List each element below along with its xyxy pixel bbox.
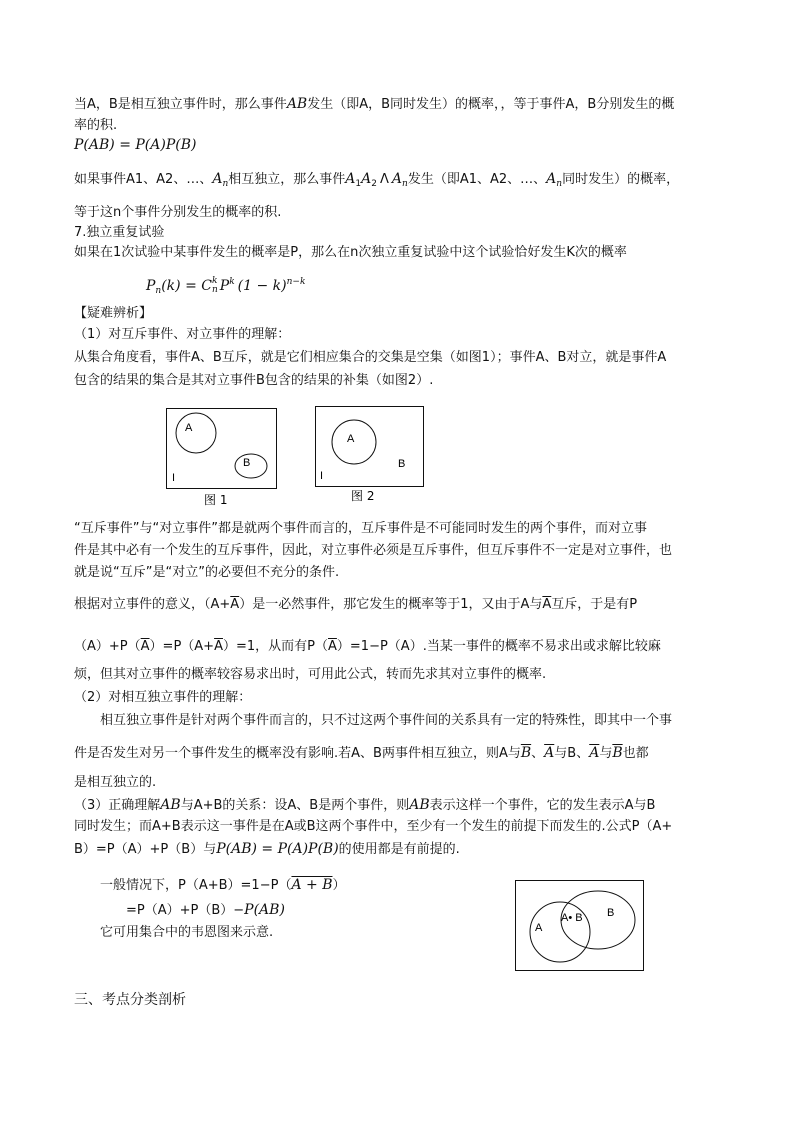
venn-figure-2 (310, 404, 430, 508)
subsection-heading: （1）对互斥事件、对立事件的理解： (74, 327, 291, 342)
para-line: 如果在1次试验中某事件发生的概率是P，那么在n次独立重复试验中这个试验恰好发生K次的概率 (74, 245, 627, 260)
label-a: A (347, 433, 355, 445)
label-a: A (185, 422, 193, 434)
para-independent-pairs: 件是否发生对另一个事件发生的概率没有影响.若A、B两事件相互独立，则A与$\overline{B}$、$\overline{A}$与B、$\overline{A}$与$\overline{B}$也都 (74, 745, 649, 761)
para-line: 同时发生；而A+B表示这一事件是在A或B这两个事件中，至少有一个发生的前提下而发生的.公式P（A+ (74, 819, 673, 834)
label-i: I (172, 472, 176, 484)
para-independent-intro: 当A，B是相互独立事件时，那么事件AB发生（即A，B同时发生）的概率，，等于事件A，B分别发生的概 (74, 96, 675, 112)
formula-general-1: 一般情况下，P（A+B）=1−P（A + B） (100, 877, 346, 893)
para-line: 烦，但其对立事件的概率较容易求出时，可用此公式，转而先求其对立事件的概率. (74, 667, 547, 682)
section-heading: 三、考点分类剖析 (74, 992, 186, 1008)
label-b: B (243, 457, 251, 469)
set-b-ellipse (235, 454, 267, 478)
label-ab: A• B (561, 912, 583, 924)
para-complement: 根据对立事件的意义，$(A+\overline{A})$是一必然事件，那它发生的概率等于1，又由于A与$\overline{A}$互斥，于是有P (74, 597, 638, 612)
subsection-heading: （2）对相互独立事件的理解： (74, 690, 252, 705)
formula-independence: P(AB) = P(A)P(B) (74, 137, 197, 153)
para-line: “互斥事件”与“对立事件”都是就两个事件而言的，互斥事件是不可能同时发生的两个事件，而对立事 (74, 521, 647, 536)
formula-general-2: =P（A）+P（B）−P(AB) (126, 902, 285, 918)
para-line: 包含的结果的集合是其对立事件B包含的结果的补集（如图2）. (74, 373, 434, 388)
para-line: 等于这n个事件分别发生的概率的积. (74, 205, 282, 220)
para-line: 从集合角度看，事件A、B互斥，就是它们相应集合的交集是空集（如图1）；事件A、B对立，就是事件A (74, 350, 667, 365)
set-a-circle (176, 413, 216, 453)
figure-caption: 图 1 (204, 493, 228, 507)
label-i: I (320, 470, 324, 482)
label-a: A (535, 922, 543, 934)
para-line: 率的积. (74, 118, 118, 133)
para-formula-line: B）=P（A）+P（B）与P(AB) = P(A)P(B)的使用都是有前提的. (74, 841, 460, 857)
section-heading: 7.独立重复试验 (74, 225, 165, 240)
para-complement-line2: $(A)+P(\overline{A})=P(A+\overline{A})=1$，从而有$P(\overline{A})=1-P(A)$.当某一事件的概率不易求出或求解比较麻 (74, 639, 661, 654)
para-line: 是相互独立的. (74, 775, 157, 790)
para-line: 相互独立事件是针对两个事件而言的，只不过这两个事件间的关系具有一定的特殊性，即其中一个事 (100, 713, 673, 728)
para-ab-relation: （3）正确理解AB与A+B的关系：设A、B是两个事件，则AB表示这样一个事件，它的发生表示A与B (74, 797, 656, 813)
formula-binomial: $P_n(k) = Ck$ n $P^k$ $(1 - k)^{n-k}$ (146, 276, 306, 296)
section-heading: 【疑难辨析】 (74, 306, 153, 321)
universal-set-box (316, 407, 424, 487)
label-b: B (398, 458, 406, 470)
figure-caption: 图 2 (351, 489, 375, 503)
para-line: 它可用集合中的韦恩图来示意. (100, 925, 274, 940)
venn-figure-1 (160, 404, 290, 508)
para-multi-independent: 如果事件A1、A2、…、$A_n$相互独立，那么事件$A_1A_2$ Λ $A_n$发生（即A1、A2、…、$A_n$同时发生）的概率， (74, 171, 680, 189)
label-b: B (607, 907, 615, 919)
para-line: 件是其中必有一个发生的互斥事件，因此，对立事件必须是互斥事件，但互斥事件不一定是对立事件，也 (74, 543, 673, 558)
para-line: 就是说“互斥”是“对立”的必要但不充分的条件. (74, 565, 340, 580)
venn-figure-3 (513, 878, 647, 974)
